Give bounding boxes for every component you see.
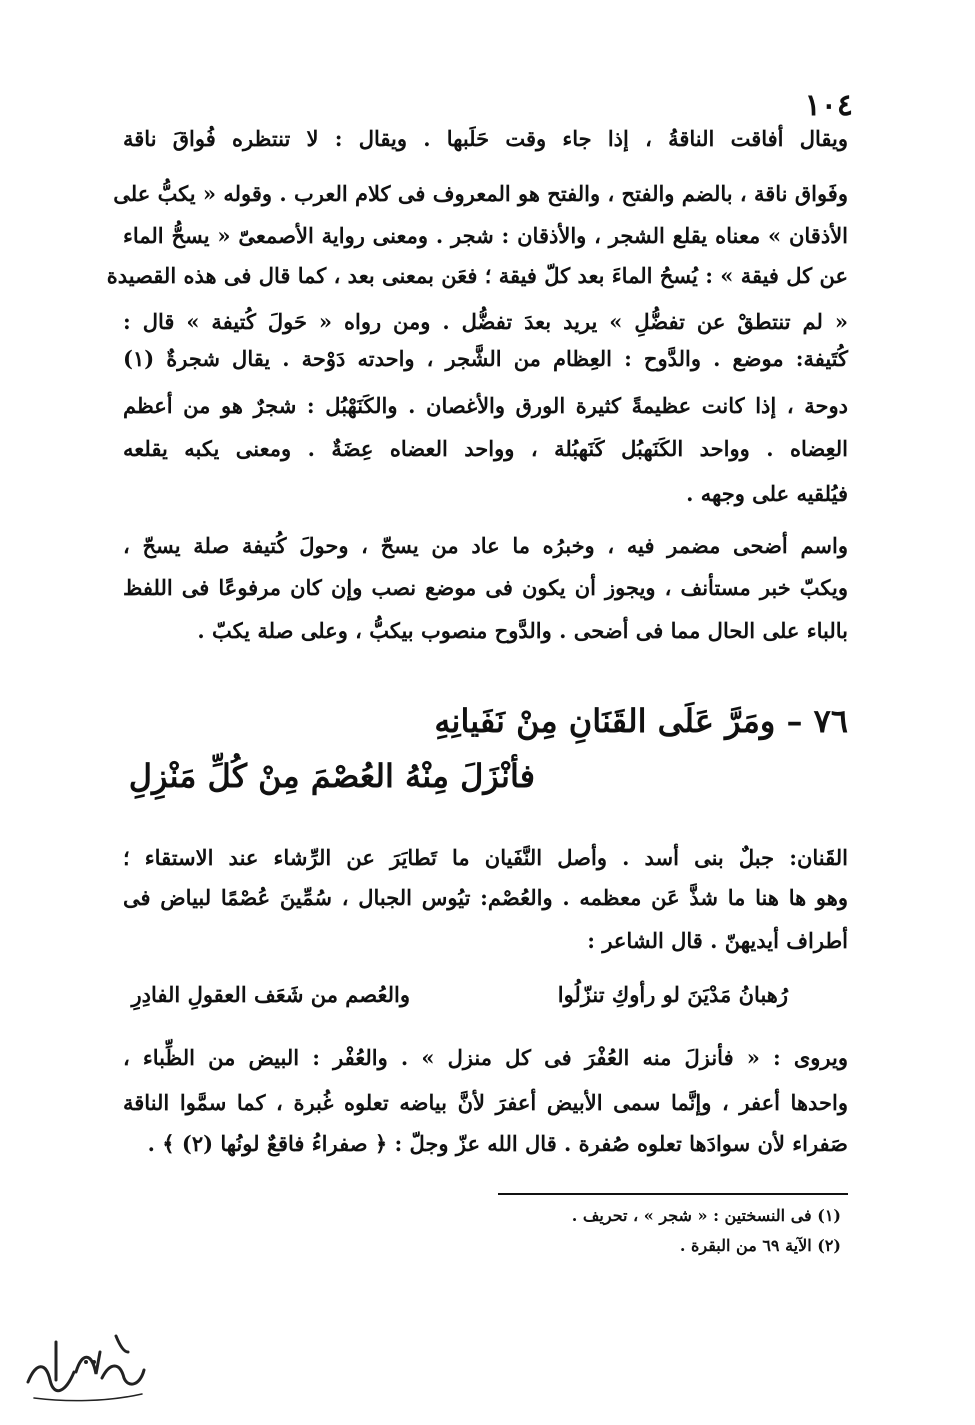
- page-number: ١٠٤: [804, 88, 853, 123]
- verse-hemistich-1: ومَرَّ عَلَى القَنَانِ مِنْ نَفَيانِهِ: [434, 702, 776, 740]
- footnote-divider: [498, 1193, 848, 1195]
- text-line: أطراف أيديهنّ . قال الشاعر :: [587, 928, 848, 953]
- text-line: وهو ها هنا ما شذَّ عَن معظمه . والعُصْم: تيُوس الجبال ، سُمِّينَ عُصْمًا لبياض فى: [123, 885, 848, 910]
- footnote-1: (١) فى النسختين : « شجر » ، تحريف .: [571, 1206, 841, 1225]
- verse-number: ٧٦ –: [786, 702, 848, 740]
- text-line: عن كل فيقة » : يُسحُ الماءَ بعد كلّ فيقة ؛ فعَن بمعنى بعد ، كما قال فى هذه القصيدة: [106, 263, 848, 288]
- text-line: « لم تنتطقْ عن تفضُّلِ » يريد بعدَ تفضُّل . ومن رواه « حَولَ كُتيفة » قال :: [123, 309, 848, 334]
- poem-hemistich-2: والعُصم من شَعَف العقولِ الفادِرِ: [131, 982, 410, 1007]
- text-line: واحدها أعفر ، وإنَّما سمى الأبيض أعفرَ لأنَّ بياضه تعلوه غُبرة ، كما سمَّوا الناقة: [123, 1090, 848, 1115]
- text-line: ويكبّ خبر مستأنف ، ويجوز أن يكون فى موضع نصب وإن كان مرفوعًا فى اللفظ: [123, 575, 848, 600]
- verse-first-line: [434, 702, 848, 740]
- text-line: كُتَيفة: موضع . والدَّوح : العِظام من الشَّجر ، واحدته دَوْحة . يقال شجرةٌ (١): [123, 346, 848, 371]
- text-line: دوحة ، إذا كانت عظيمةً كثيرة الورق والأغصان . والكَنَهْبُل : شجرٌ هو من أعظم: [123, 393, 848, 418]
- text-line: ويروى : « فأنزلَ منه العُفْرَ فى كل منزل » . والعُفْر : البيض من الظِّباء ،: [123, 1045, 848, 1070]
- poem-hemistich-1: رُهبانُ مَدْيَنَ لو رأوكِ تنزّلُوا: [557, 982, 788, 1007]
- verse-hemistich-2: فأنْزَلَ مِنْهُ العُصْمَ مِنْ كُلِّ مَنْزِلِ: [128, 757, 535, 795]
- text-line: بالباء على الحال مما فى أضحى . والدَّوح منصوب بيكبُّ ، وعلى صلة يكبّ .: [197, 618, 848, 643]
- footnote-2: (٢) الآية ٦٩ من البقرة .: [679, 1236, 841, 1255]
- text-line: فيُلقيه على وجهه .: [686, 481, 848, 506]
- watermark-logo-icon: [16, 1322, 156, 1412]
- text-line: العِضاه . وواحد الكَنَهبُل كَنَهبُلة ، وواحد العضاه عِضَةٌ . ومعنى يكبه يقلعه: [123, 436, 848, 461]
- text-line: واسم أضحى مضمر فيه ، وخبرُه ما عاد من يسحّ ، وحولَ كُتيفة صلة يسحّ ،: [123, 533, 848, 558]
- text-line: القَنان: جبلٌ بنى أسد . وأصل النَّفَيان ما تَطايَرَ عن الرِّشاء عند الاستقاء ؛: [123, 845, 848, 870]
- text-line: ويقال أفاقت الناقةُ ، إذا جاء وقت حَلَبها . ويقال : لا تنتظره فُواقَ ناقة: [123, 126, 848, 151]
- text-line: صَفراء لأن سوادَها تعلوه صُفرة . قال الله عزّ وجلّ : ﴿ صفراءُ فاقعٌ لونُها (٢) ﴾ .: [147, 1131, 848, 1156]
- text-line: الأذقان » معناه يقلع الشجر ، والأذقان : شجر . ومعنى رواية الأصمعىّ « يسحُّ الماء: [123, 223, 849, 248]
- text-line: وفَواق ناقة ، بالضم والفتح ، والفتح هو المعروف فى كلام العرب . وقوله « يكبُّ على: [113, 181, 848, 206]
